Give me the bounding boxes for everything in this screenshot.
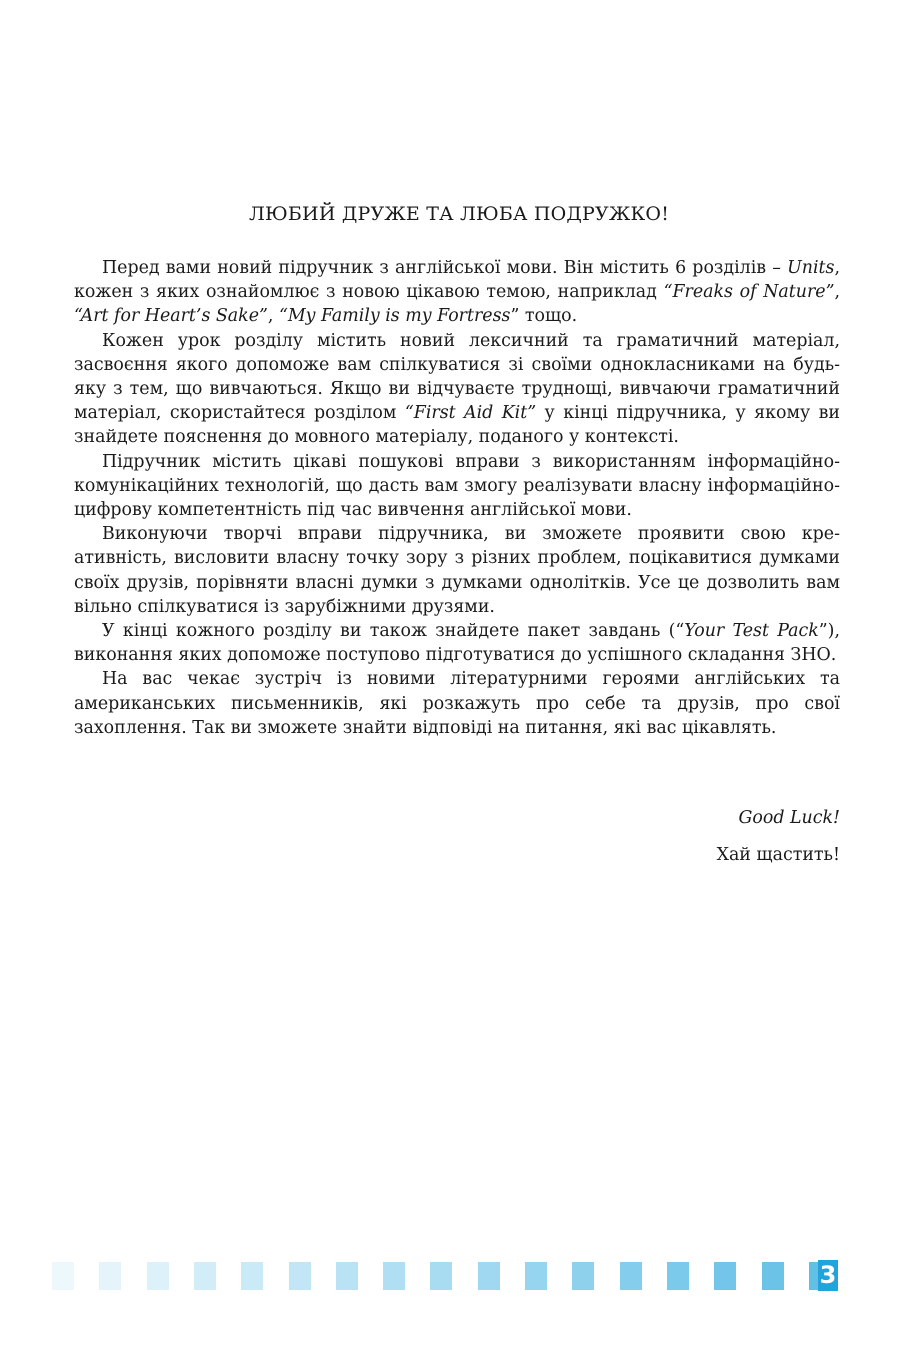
text-span: Перед вами новий підручник з англійської мови. Він містить 6 розділів –	[102, 258, 788, 278]
paragraph-creative: Виконуючи творчі вправи підручника, ви зможете проявити свою креативність, висловити власну точку зору з різних проблем, поцікавитися думками своїх друзів, порівняти власні думки з думками однолітків. Усе це дозволить вам вільно спілкуватися із зарубіжними друзями.	[74, 524, 840, 617]
text-span: ” тощо.	[510, 306, 578, 327]
footer-square	[241, 1262, 263, 1290]
footer-square	[336, 1262, 358, 1290]
footer-square	[714, 1262, 736, 1290]
body-text	[74, 256, 840, 740]
footer-square	[762, 1262, 784, 1290]
footer-square	[525, 1262, 547, 1290]
page-number: 3	[819, 1261, 837, 1289]
closing-wish: Хай щастить!	[716, 845, 840, 865]
italic-term: Units	[787, 258, 835, 278]
footer-square	[572, 1262, 594, 1290]
footer-square	[383, 1262, 405, 1290]
text-span: ”), виконання яких допоможе поступово підготуватися до успішного складання ЗНО.	[74, 621, 840, 666]
footer-decor-strip	[52, 1262, 852, 1290]
page-title: ЛЮБИЙ ДРУЖЕ ТА ЛЮБА ПОДРУЖКО!	[248, 203, 670, 225]
footer-square	[620, 1262, 642, 1290]
italic-term: “Freaks of Nature”	[663, 282, 835, 303]
footer-square	[289, 1262, 311, 1290]
paragraph-literature: На вас чекає зустріч із новими літературними героями англійських та американських письменників, які розкажуть про себе та друзів, про свої захоплення. Так ви зможете знайти відповіді на питання, які вас цікавлять.	[74, 669, 840, 738]
text-span: Кожен урок розділу містить новий лексичний та граматичний матеріал, засвоєння якого допоможе вам спілкуватися зі своїми однокласниками на будь-яку з тем, що вивчаються. Якщо ви відчуваєте труднощі, вивчаючи граматичний матеріал, скористайтеся розділом	[74, 330, 840, 424]
paragraph-test-pack	[74, 619, 840, 667]
italic-term: “First Aid Kit”	[404, 403, 537, 424]
footer-square	[52, 1262, 74, 1290]
paragraph-intro	[74, 256, 840, 329]
text-span: у кінці підручника, у якому ви знайдете пояснення до мовного матеріалу, поданого у контексті.	[74, 403, 840, 448]
italic-term: “My Family is my Fortress	[278, 306, 511, 327]
text-span: ,	[834, 282, 840, 303]
text-span: У кінці кожного розділу ви також знайдете пакет завдань (“	[102, 621, 685, 642]
footer-square	[99, 1262, 121, 1290]
footer-square	[478, 1262, 500, 1290]
italic-term: Your Test Pack	[684, 621, 819, 642]
paragraph-lessons	[74, 329, 840, 450]
footer-square	[194, 1262, 216, 1290]
footer-square	[667, 1262, 689, 1290]
text-span: ,	[267, 306, 279, 327]
footer-square	[430, 1262, 452, 1290]
footer-square	[147, 1262, 169, 1290]
paragraph-ict: Підручник містить цікаві пошукові вправи з використанням інформаційно-комунікаційних технологій, що дасть вам змогу реалізувати власну інформаційно-цифрову компетентність під час вивчення англійської мови.	[74, 451, 840, 521]
italic-term: “Art for Heart’s Sake”	[74, 306, 268, 327]
text-span: , кожен з яких ознайомлює з новою цікавою темою, наприклад	[74, 258, 840, 303]
closing-good-luck: Good Luck!	[738, 808, 840, 828]
